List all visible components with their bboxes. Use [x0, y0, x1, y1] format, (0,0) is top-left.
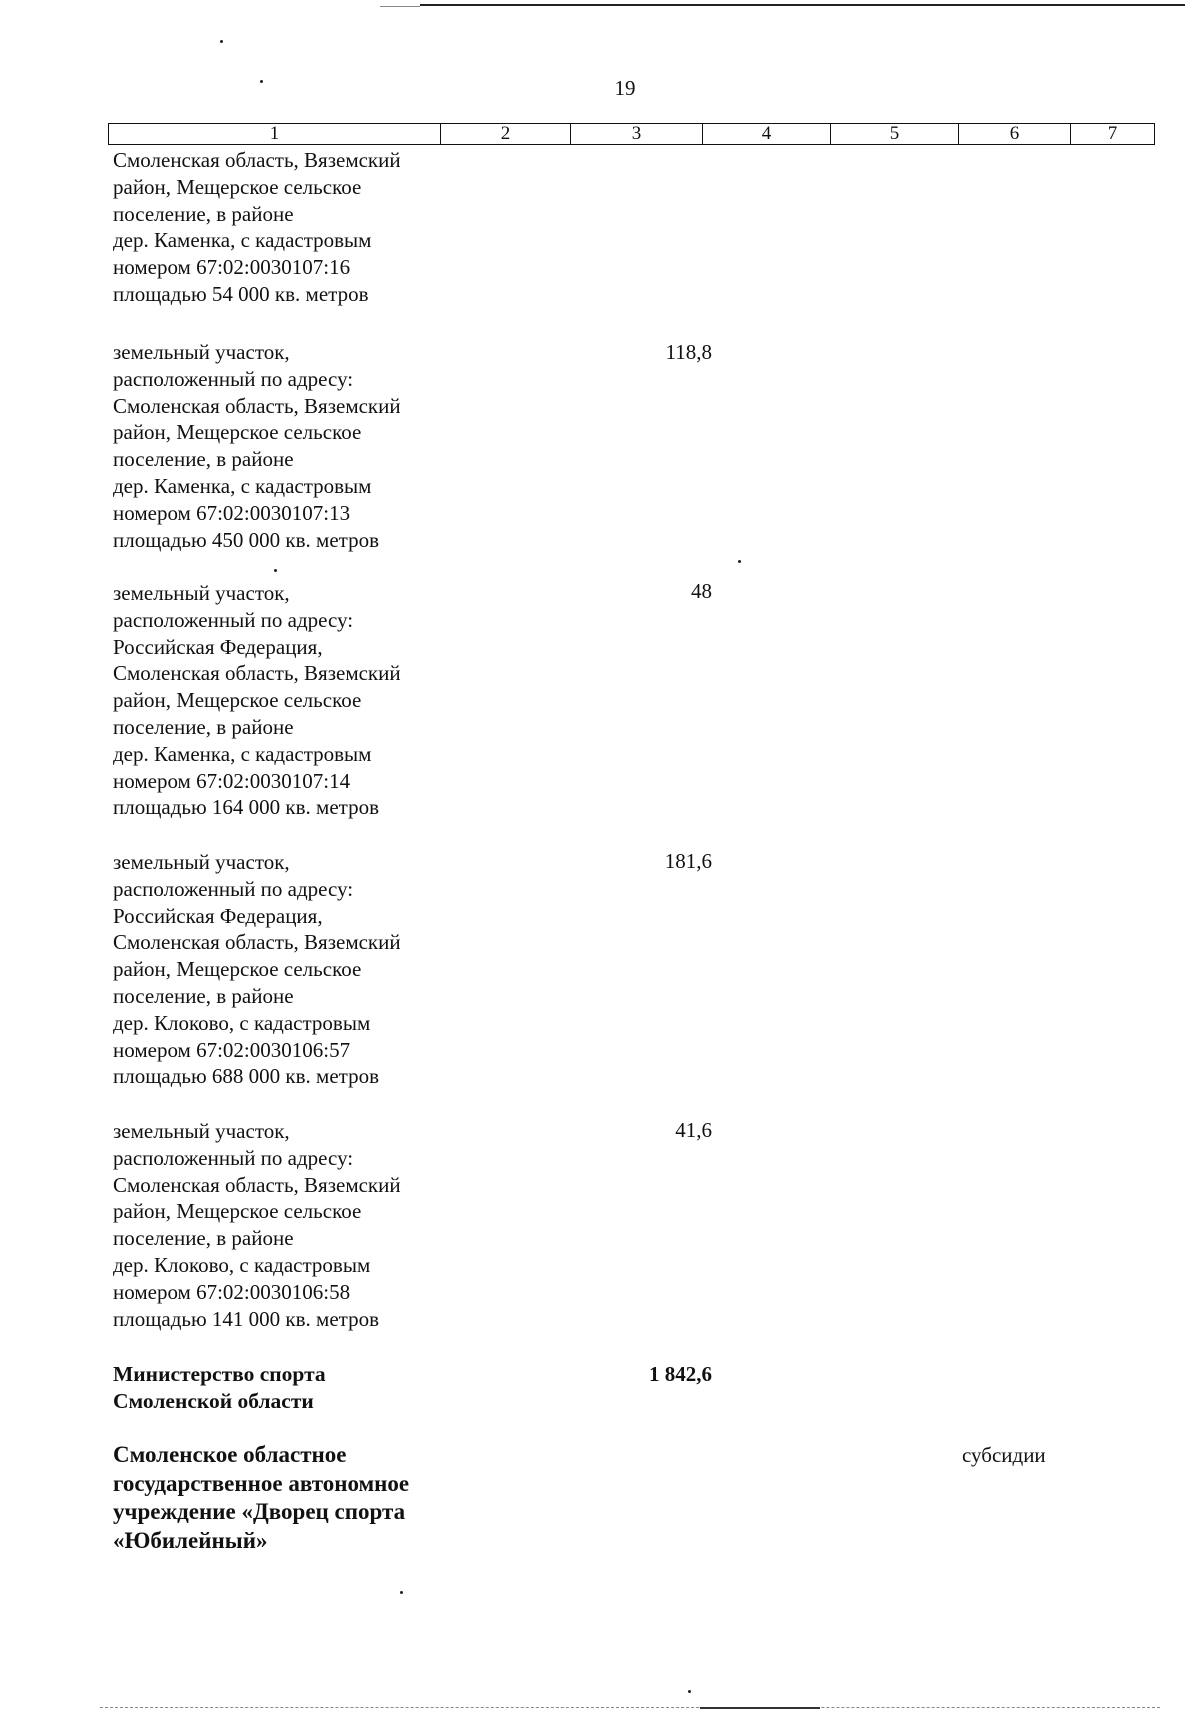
- entry-line: Смоленская область, Вяземский: [113, 930, 401, 955]
- column-header-2: 2: [441, 124, 571, 144]
- entry-line: район, Мещерское сельское: [113, 420, 362, 445]
- institution-title: [113, 1441, 443, 1555]
- table-column-header-row: [108, 123, 1155, 145]
- entry-line: номером 67:02:0030107:14: [113, 768, 351, 793]
- entry-line: расположенный по адресу:: [113, 876, 354, 901]
- bottom-edge-dark-line: [700, 1707, 820, 1709]
- land-plot-entry: [113, 1118, 443, 1332]
- column-header-5: 5: [831, 124, 959, 144]
- land-plot-entry: [113, 580, 443, 821]
- entry-amount: 118,8: [665, 340, 712, 364]
- entry-line: земельный участок,: [113, 340, 290, 364]
- entry-line: земельный участок,: [113, 1119, 290, 1143]
- entry-line: Смоленская область, Вяземский: [113, 393, 401, 418]
- ministry-title-line: Министерство спорта: [113, 1362, 326, 1386]
- institution-title-line: учреждение «Дворец спорта: [113, 1499, 406, 1524]
- entry-line: площадью 450 000 кв. метров: [113, 527, 379, 552]
- entry-line: номером 67:02:0030107:16: [113, 255, 351, 280]
- entry-line: расположенный по адресу:: [113, 1145, 354, 1170]
- entry-line: площадью 141 000 кв. метров: [113, 1306, 379, 1331]
- scan-speck: [274, 569, 277, 572]
- entry-line: Российская Федерация,: [113, 903, 323, 928]
- entry-line: расположенный по адресу:: [113, 366, 354, 391]
- column-header-1: 1: [109, 124, 441, 144]
- top-edge-faint-line: [380, 6, 420, 7]
- top-edge-line: [420, 4, 1185, 6]
- institution-title-line: Смоленское областное: [113, 1442, 347, 1467]
- entry-line: дер. Каменка, с кадастровым: [113, 741, 372, 766]
- entry-line: район, Мещерское сельское: [113, 174, 362, 199]
- institution-title-line: государственное автономное: [113, 1470, 410, 1496]
- entry-line: площадью 54 000 кв. метров: [113, 281, 369, 306]
- scan-speck: [738, 560, 741, 563]
- entry-line: площадью 688 000 кв. метров: [113, 1064, 379, 1089]
- column-header-4: 4: [703, 124, 831, 144]
- entry-line: поселение, в районе: [113, 201, 294, 226]
- entry-line: номером 67:02:0030106:58: [113, 1279, 351, 1304]
- entry-line: дер. Клоково, с кадастровым: [113, 1010, 371, 1035]
- entry-line: Российская Федерация,: [113, 634, 323, 659]
- scan-speck: [688, 1690, 691, 1693]
- column-header-6: 6: [959, 124, 1071, 144]
- entry-line: дер. Каменка, с кадастровым: [113, 473, 372, 498]
- institution-title-line: «Юбилейный»: [113, 1527, 268, 1553]
- subsidy-label: субсидии: [962, 1443, 1046, 1467]
- entry-line: район, Мещерское сельское: [113, 957, 362, 982]
- ministry-title-line: Смоленской области: [113, 1388, 314, 1413]
- land-plot-entry: [113, 849, 443, 1090]
- entry-line: расположенный по адресу:: [113, 607, 354, 632]
- entry-line: поселение, в районе: [113, 983, 294, 1008]
- entry-line: земельный участок,: [113, 581, 290, 605]
- entry-line: Смоленская область, Вяземский: [113, 1172, 401, 1197]
- bottom-edge-line: [100, 1707, 1160, 1708]
- entry-line: район, Мещерское сельское: [113, 1199, 362, 1224]
- entry-line: Смоленская область, Вяземский: [113, 661, 401, 686]
- entry-amount: 41,6: [675, 1118, 712, 1142]
- entry-line: район, Мещерское сельское: [113, 688, 362, 713]
- entry-line: поселение, в районе: [113, 447, 294, 472]
- land-plot-entry-continued: [113, 147, 443, 308]
- scan-speck: [400, 1591, 403, 1594]
- entry-line: номером 67:02:0030106:57: [113, 1037, 351, 1062]
- ministry-title: [113, 1361, 443, 1415]
- scan-speck: [260, 80, 263, 83]
- entry-line: поселение, в районе: [113, 714, 294, 739]
- entry-line: дер. Клоково, с кадастровым: [113, 1252, 371, 1277]
- ministry-amount: 1 842,6: [649, 1362, 712, 1386]
- column-header-3: 3: [571, 124, 703, 144]
- land-plot-entry: [113, 339, 443, 553]
- column-header-7: 7: [1107, 123, 1118, 144]
- entry-line: земельный участок,: [113, 850, 290, 874]
- entry-amount: 181,6: [664, 849, 712, 873]
- entry-amount: 48: [691, 579, 712, 603]
- scan-speck: [220, 40, 223, 43]
- entry-line: номером 67:02:0030107:13: [113, 500, 351, 525]
- entry-line: Смоленская область, Вяземский: [113, 148, 401, 172]
- page-number: 19: [614, 76, 636, 100]
- entry-line: дер. Каменка, с кадастровым: [113, 228, 372, 253]
- entry-line: поселение, в районе: [113, 1226, 294, 1251]
- entry-line: площадью 164 000 кв. метров: [113, 795, 379, 820]
